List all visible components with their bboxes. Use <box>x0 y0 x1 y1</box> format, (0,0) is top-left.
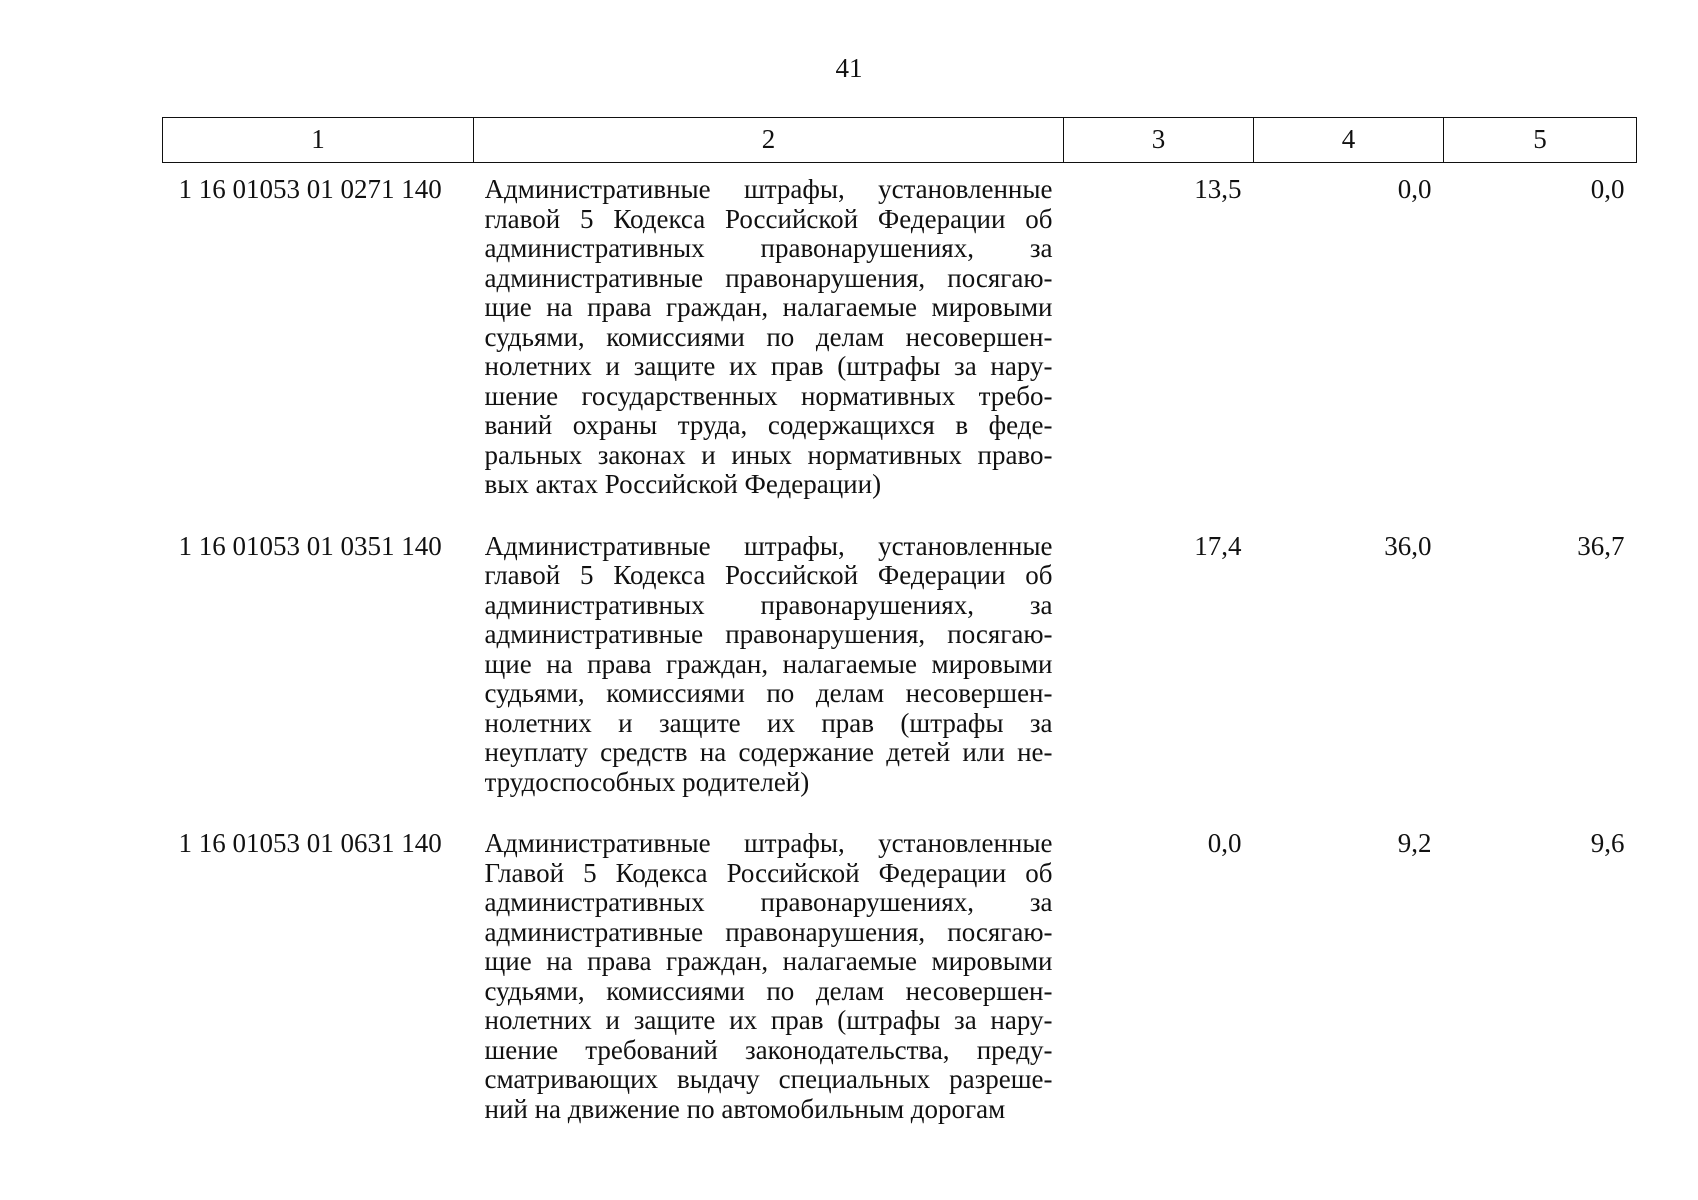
amount-cell-5: 9,6 <box>1590 828 1625 858</box>
description-cell <box>474 520 1064 818</box>
description-line: административных правонарушениях, за <box>484 888 1053 917</box>
description-line: Административные штрафы, установленные <box>484 531 1053 561</box>
description-line: административных правонарушениях, за <box>484 234 1053 263</box>
description-line: шение требований законодательства, преду- <box>484 1035 1053 1065</box>
description-line: главой 5 Кодекса Российской Федерации об <box>484 561 1053 590</box>
description-line: судьями, комиссиями по делам несовершен- <box>484 976 1053 1006</box>
table-row <box>163 817 1637 1144</box>
description-line: вых актах Российской Федерации) <box>484 470 882 499</box>
description-line: Административные штрафы, установленные <box>484 175 1053 204</box>
amount-cell-4: 36,0 <box>1384 530 1432 561</box>
column-header-3: 3 <box>1064 118 1254 163</box>
description-line: судьями, комиссиями по делам несовершен- <box>484 322 1053 352</box>
description-line: сматривающих выдачу специальных разреше- <box>484 1065 1053 1094</box>
column-header-1: 1 <box>163 118 474 163</box>
description-line: административные правонарушения, посягаю- <box>484 263 1053 293</box>
budget-code-cell: 1 16 01053 01 0271 140 <box>178 174 442 204</box>
description-line: административные правонарушения, посягаю- <box>484 620 1053 649</box>
table-row <box>163 163 1637 520</box>
description-line: нолетних и защите их прав (штрафы за нару- <box>484 352 1053 381</box>
description-line: неуплату средств на содержание детей или не- <box>484 738 1053 767</box>
budget-code-cell: 1 16 01053 01 0631 140 <box>178 828 442 858</box>
amount-cell-3: 0,0 <box>1207 828 1242 858</box>
description-line: административные правонарушения, посягаю- <box>484 917 1053 947</box>
description-line: нолетних и защите их прав (штрафы за нару- <box>484 1006 1053 1035</box>
table-body <box>163 163 1637 1145</box>
amount-cell-3: 13,5 <box>1194 174 1242 204</box>
description-line: нолетних и защите их прав (штрафы за <box>484 708 1053 738</box>
table-header-row <box>163 118 1637 163</box>
description-line: шение государственных нормативных требо- <box>484 381 1053 411</box>
description-line: главой 5 Кодекса Российской Федерации об <box>484 204 1053 234</box>
budget-table <box>162 117 1637 1144</box>
description-line: ральных законах и иных нормативных право- <box>484 440 1053 470</box>
amount-cell-5: 0,0 <box>1590 174 1625 204</box>
amount-cell-5: 36,7 <box>1577 530 1625 561</box>
column-header-2: 2 <box>474 118 1064 163</box>
page-number: 41 <box>835 53 863 83</box>
description-line: судьями, комиссиями по делам несовершен- <box>484 679 1053 708</box>
amount-cell-4: 0,0 <box>1397 174 1432 204</box>
description-line: трудоспособных родителей) <box>484 767 810 797</box>
description-line: щие на права граждан, налагаемые мировыми <box>484 947 1053 976</box>
column-header-5: 5 <box>1444 118 1637 163</box>
description-line: Главой 5 Кодекса Российской Федерации об <box>484 858 1053 888</box>
description-line: административных правонарушениях, за <box>484 590 1053 620</box>
description-cell <box>474 817 1064 1144</box>
description-line: Административные штрафы, установленные <box>484 829 1053 858</box>
column-header-4: 4 <box>1254 118 1444 163</box>
description-line: ний на движение по автомобильным дорогам <box>484 1094 1006 1124</box>
description-cell <box>474 163 1064 520</box>
description-line: щие на права граждан, налагаемые мировыми <box>484 649 1053 679</box>
description-line: ваний охраны труда, содержащихся в феде- <box>484 411 1053 440</box>
budget-code-cell: 1 16 01053 01 0351 140 <box>178 530 442 561</box>
amount-cell-3: 17,4 <box>1194 530 1242 561</box>
amount-cell-4: 9,2 <box>1397 828 1432 858</box>
table-row <box>163 520 1637 818</box>
description-line: щие на права граждан, налагаемые мировыми <box>484 293 1053 322</box>
